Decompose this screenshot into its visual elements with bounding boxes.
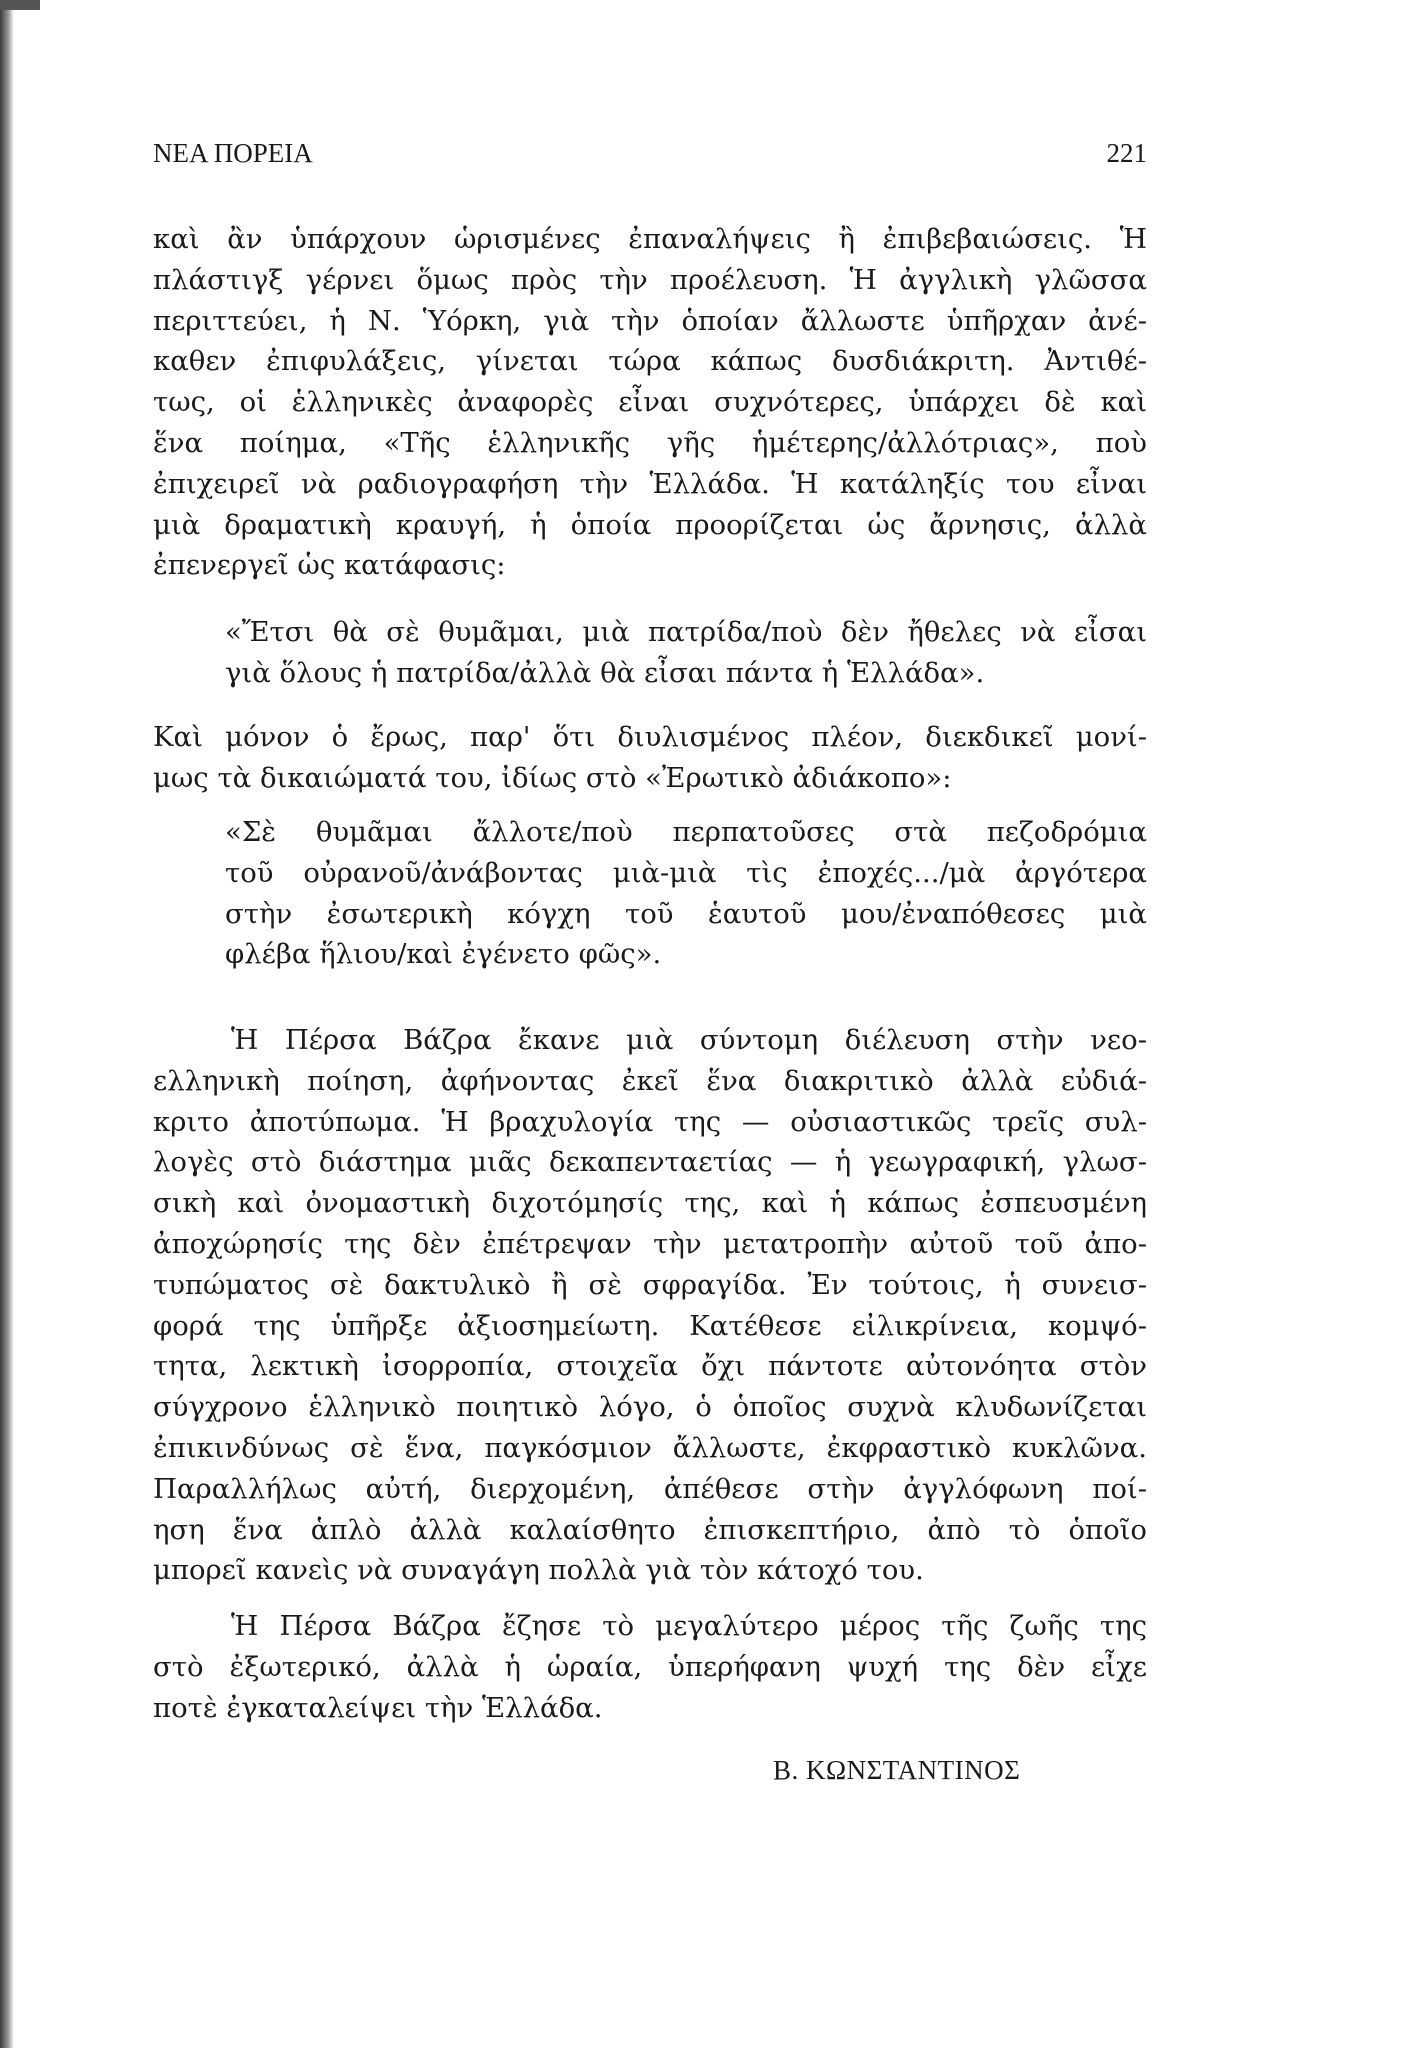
text-line: «Ἔτσι θὰ σὲ θυμᾶμαι, μιὰ πατρίδα/ποὺ δὲν ἤθελες νὰ εἶσαι	[225, 616, 1147, 648]
text-line: μως τὰ δικαιώματά του, ἰδίως στὸ «Ἐρωτικὸ ἀδιάκοπο»:	[153, 761, 952, 794]
text-line: τυπώματος σὲ δακτυλικὸ ἢ σὲ σφραγίδα. Ἐν τούτοις, ἡ συνεισ-	[153, 1268, 1147, 1301]
text-line: ποτὲ ἐγκαταλείψει τὴν Ἑλλάδα.	[153, 1691, 603, 1724]
text-line: ελληνικὴ ποίηση, ἀφήνοντας ἐκεῖ ἕνα διακριτικὸ ἀλλὰ εὐδιά-	[153, 1064, 1147, 1097]
text-line: ἐπιχειρεῖ νὰ ραδιογραφήση τὴν Ἑλλάδα. Ἡ κατάληξίς του εἶναι	[153, 467, 1147, 500]
text-line: Καὶ μόνον ὁ ἔρως, παρ' ὅτι διυλισμένος πλέον, διεκδικεῖ μονί-	[153, 721, 1147, 753]
journal-title: ΝΕΑ ΠΟΡΕΙΑ	[153, 138, 313, 168]
text-line: ἐπενεργεῖ ὡς κατάφασις:	[153, 549, 506, 582]
text-line: περιττεύει, ἡ Ν. Ὑόρκη, γιὰ τὴν ὁποίαν ἄλλωστε ὑπῆρχαν ἀνέ-	[153, 304, 1147, 337]
text-line: φορά της ὑπῆρξε ἀξιοσημείωτη. Κατέθεσε εἰλικρίνεια, κομψό-	[153, 1309, 1147, 1342]
quote-1	[225, 612, 1147, 694]
text-line: τοῦ οὐρανοῦ/ἀνάβοντας μιὰ-μιὰ τὶς ἐποχές.../μὰ ἀργότερα	[225, 856, 1147, 889]
text-line: «Σὲ θυμᾶμαι ἄλλοτε/ποὺ περπατοῦσες στὰ πεζοδρόμια	[225, 816, 1147, 848]
text-line: καὶ ἂν ὑπάρχουν ὡρισμένες ἐπαναλήψεις ἢ ἐπιβεβαιώσεις. Ἡ	[153, 223, 1147, 255]
text-line: σικὴ καὶ ὀνομαστικὴ διχοτόμησίς της, καὶ ἡ κάπως ἐσπευσμένη	[153, 1187, 1147, 1220]
author-signature: Β. ΚΩΝΣΤΑΝΤΙΝΟΣ	[773, 1755, 1021, 1785]
text-line: ἐπικινδύνως σὲ ἕνα, παγκόσμιον ἄλλωστε, ἐκφραστικὸ κυκλῶνα.	[153, 1431, 1147, 1464]
text-line: Ἡ Πέρσα Βάζρα ἔκανε μιὰ σύντομη διέλευση στὴν νεο-	[231, 1024, 1147, 1056]
text-line: ἕνα ποίημα, «Τῆς ἑλληνικῆς γῆς ἡμέτερης/ἀλλότριας», ποὺ	[153, 426, 1147, 459]
text-line: μιὰ δραματικὴ κραυγή, ἡ ὁποία προορίζεται ὡς ἄρνησις, ἀλλὰ	[153, 508, 1147, 541]
text-line: τητα, λεκτικὴ ἰσορροπία, στοιχεῖα ὄχι πάντοτε αὐτονόητα στὸν	[153, 1350, 1147, 1383]
paragraph-3	[153, 1020, 1147, 1591]
paragraph-2	[153, 717, 1147, 799]
text-line: φλέβα ἥλιου/καὶ ἐγένετο φῶς».	[225, 938, 662, 971]
paragraph-4	[153, 1606, 1147, 1728]
text-line: στὸ ἐξωτερικό, ἀλλὰ ἡ ὡραία, ὑπερήφανη ψυχή της δὲν εἶχε	[153, 1650, 1147, 1683]
page-number: 221	[1106, 138, 1147, 168]
text-line: σύγχρονο ἑλληνικὸ ποιητικὸ λόγο, ὁ ὁποῖος συχνὰ κλυδωνίζεται	[153, 1391, 1147, 1424]
paragraph-1	[153, 219, 1147, 586]
text-line: στὴν ἐσωτερικὴ κόγχη τοῦ ἑαυτοῦ μου/ἐναπόθεσες μιὰ	[225, 897, 1147, 930]
text-line: ἀποχώρησίς της δὲν ἐπέτρεψαν τὴν μετατροπὴν αὐτοῦ τοῦ ἀπο-	[153, 1227, 1147, 1260]
text-line: Παραλλήλως αὐτή, διερχομένη, ἀπέθεσε στὴν ἀγγλόφωνη ποί-	[153, 1472, 1147, 1505]
text-line: καθεν ἐπιφυλάξεις, γίνεται τώρα κάπως δυσδιάκριτη. Ἀντιθέ-	[153, 345, 1147, 378]
text-line: κριτο ἀποτύπωμα. Ἡ βραχυλογία της — οὐσιαστικῶς τρεῖς συλ-	[153, 1105, 1147, 1138]
text-line: Ἡ Πέρσα Βάζρα ἔζησε τὸ μεγαλύτερο μέρος τῆς ζωῆς της	[231, 1610, 1147, 1642]
text-line: τως, οἱ ἑλληνικὲς ἀναφορὲς εἶναι συχνότερες, ὑπάρχει δὲ καὶ	[153, 386, 1147, 419]
quote-2	[225, 812, 1147, 975]
scan-edge	[0, 0, 14, 2048]
text-line: ηση ἕνα ἁπλὸ ἀλλὰ καλαίσθητο ἐπισκεπτήριο, ἀπὸ τὸ ὁποῖο	[153, 1513, 1147, 1546]
text-line: γιὰ ὅλους ἡ πατρίδα/ἀλλὰ θὰ εἶσαι πάντα ἡ Ἑλλάδα».	[225, 656, 985, 689]
text-line: πλάστιγξ γέρνει ὅμως πρὸς τὴν προέλευση. Ἡ ἀγγλικὴ γλῶσσα	[153, 263, 1147, 296]
text-line: λογὲς στὸ διάστημα μιᾶς δεκαπενταετίας — ἡ γεωγραφική, γλωσ-	[153, 1146, 1147, 1179]
text-line: μπορεῖ κανεὶς νὰ συναγάγη πολλὰ γιὰ τὸν κάτοχό του.	[153, 1554, 924, 1587]
scan-corner	[0, 0, 40, 10]
